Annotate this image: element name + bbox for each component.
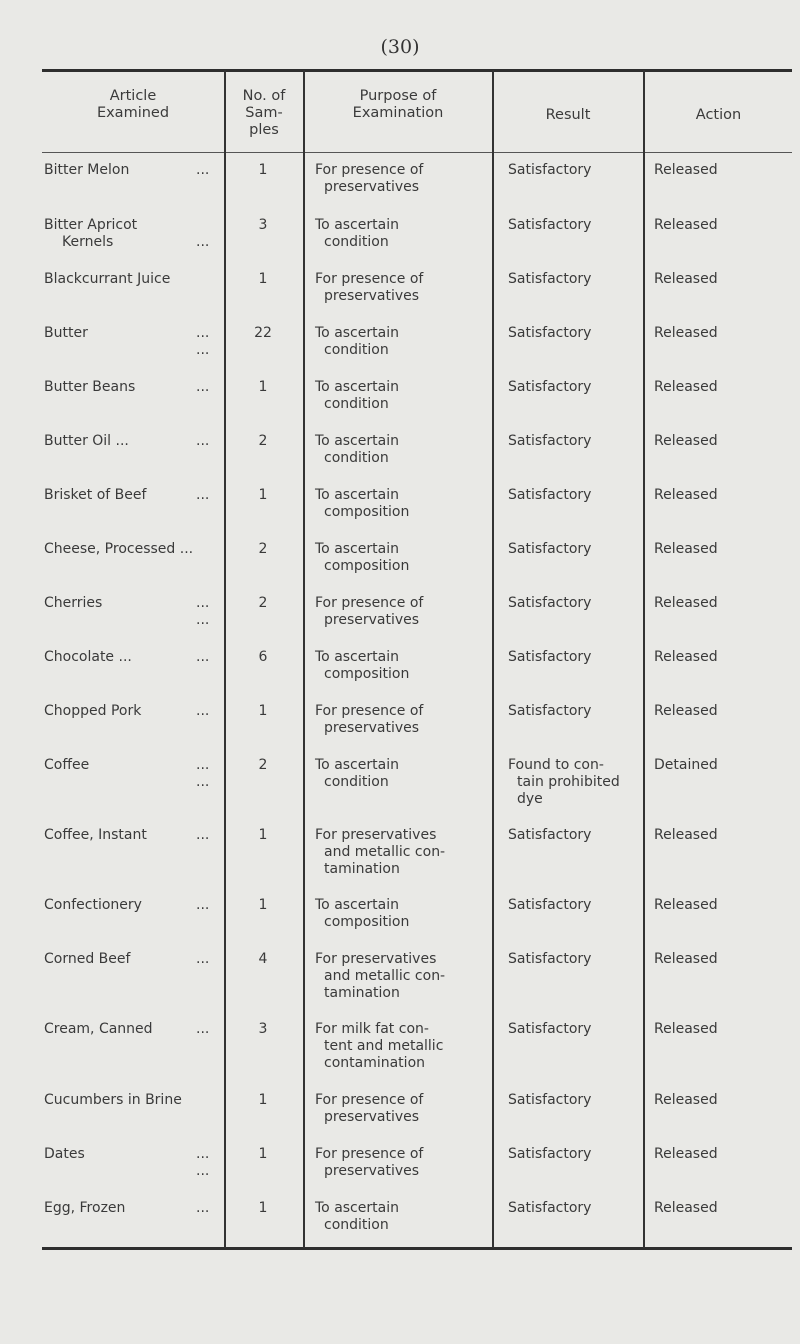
action-cell: Released bbox=[654, 541, 718, 557]
purpose-line: To ascertain bbox=[315, 897, 399, 913]
purpose-cell bbox=[315, 162, 490, 196]
table-bottom-rule bbox=[42, 1247, 792, 1250]
header-samples: No. of Sam- ples bbox=[242, 88, 286, 138]
header-purpose: Purpose of Examination bbox=[352, 88, 444, 121]
result-cell bbox=[508, 1021, 643, 1038]
leader-dots: ... bbox=[196, 827, 210, 843]
samples-count: 1 bbox=[258, 162, 268, 178]
result-line: Found to con- bbox=[508, 757, 604, 773]
article-cell bbox=[44, 162, 219, 179]
result-cell bbox=[508, 487, 643, 504]
result-line: Satisfactory bbox=[508, 703, 592, 719]
result-line: Satisfactory bbox=[508, 827, 592, 843]
samples-count: 3 bbox=[258, 1021, 268, 1037]
article-cell bbox=[44, 1092, 219, 1109]
result-line: Satisfactory bbox=[508, 162, 592, 178]
purpose-cell bbox=[315, 1146, 490, 1180]
result-line: Satisfactory bbox=[508, 649, 592, 665]
purpose-cell bbox=[315, 649, 490, 683]
article-name: Butter Beans bbox=[44, 379, 136, 395]
action-cell: Released bbox=[654, 595, 718, 611]
result-line: Satisfactory bbox=[508, 379, 592, 395]
action-cell: Released bbox=[654, 897, 718, 913]
article-cell bbox=[44, 595, 219, 628]
action-cell: Released bbox=[654, 271, 718, 287]
article-name: Bitter Apricot bbox=[44, 217, 138, 233]
column-divider bbox=[643, 70, 645, 1248]
article-name: Butter Oil ... bbox=[44, 433, 129, 449]
purpose-line: To ascertain bbox=[315, 1200, 399, 1216]
samples-count: 2 bbox=[258, 595, 268, 611]
result-cell bbox=[508, 1146, 643, 1163]
samples-count: 1 bbox=[258, 703, 268, 719]
leader-dots: ... bbox=[196, 379, 210, 395]
article-cell bbox=[44, 951, 219, 968]
result-line: Satisfactory bbox=[508, 595, 592, 611]
purpose-cell bbox=[315, 703, 490, 737]
purpose-line: To ascertain bbox=[315, 325, 399, 341]
samples-count: 1 bbox=[258, 379, 268, 395]
result-cell bbox=[508, 325, 643, 342]
article-cell bbox=[44, 757, 219, 790]
action-cell: Released bbox=[654, 433, 718, 449]
purpose-line: tent and metallic bbox=[324, 1038, 444, 1054]
article-name: Cream, Canned bbox=[44, 1021, 153, 1037]
header-result: Result bbox=[545, 107, 591, 123]
leader-dots: ... bbox=[196, 433, 210, 449]
article-name: Chocolate ... bbox=[44, 649, 132, 665]
samples-count: 1 bbox=[258, 1146, 268, 1162]
article-name: Cherries bbox=[44, 595, 103, 611]
purpose-line: condition bbox=[324, 234, 389, 250]
article-name: Cheese, Processed ... bbox=[44, 541, 194, 557]
article-name: Kernels bbox=[62, 234, 114, 250]
article-name: Blackcurrant Juice bbox=[44, 271, 171, 287]
result-line: Satisfactory bbox=[508, 1146, 592, 1162]
result-cell bbox=[508, 162, 643, 179]
purpose-cell bbox=[315, 433, 490, 467]
article-cell bbox=[44, 541, 219, 558]
result-cell bbox=[508, 1092, 643, 1109]
purpose-cell bbox=[315, 595, 490, 629]
purpose-line: composition bbox=[324, 914, 410, 930]
purpose-line: For presence of bbox=[315, 595, 424, 611]
result-cell bbox=[508, 703, 643, 720]
purpose-line: To ascertain bbox=[315, 541, 399, 557]
samples-count: 1 bbox=[258, 271, 268, 287]
leader-dots: ... bbox=[196, 1021, 210, 1037]
article-name: Cucumbers in Brine bbox=[44, 1092, 182, 1108]
leader-dots: ... ... bbox=[196, 757, 210, 790]
action-cell: Released bbox=[654, 1200, 718, 1216]
purpose-line: For preservatives bbox=[315, 827, 437, 843]
article-name: Coffee, Instant bbox=[44, 827, 147, 843]
article-cell bbox=[44, 1200, 219, 1217]
purpose-line: condition bbox=[324, 396, 389, 412]
purpose-line: For milk fat con- bbox=[315, 1021, 429, 1037]
purpose-line: composition bbox=[324, 504, 410, 520]
samples-count: 1 bbox=[258, 827, 268, 843]
article-name: Egg, Frozen bbox=[44, 1200, 126, 1216]
article-cell bbox=[44, 379, 219, 396]
samples-count: 1 bbox=[258, 487, 268, 503]
article-name: Dates bbox=[44, 1146, 85, 1162]
result-cell bbox=[508, 217, 643, 234]
result-line: Satisfactory bbox=[508, 1092, 592, 1108]
action-cell: Released bbox=[654, 379, 718, 395]
result-cell bbox=[508, 827, 643, 844]
action-cell: Detained bbox=[654, 757, 718, 773]
leader-dots: ... bbox=[196, 703, 210, 719]
result-cell bbox=[508, 433, 643, 450]
purpose-line: tamination bbox=[324, 861, 400, 877]
leader-dots: ... bbox=[196, 234, 210, 250]
leader-dots: ... bbox=[196, 1200, 210, 1216]
table-top-rule bbox=[42, 69, 792, 72]
purpose-line: condition bbox=[324, 1217, 389, 1233]
action-cell: Released bbox=[654, 951, 718, 967]
result-cell bbox=[508, 757, 643, 808]
action-cell: Released bbox=[654, 703, 718, 719]
purpose-line: To ascertain bbox=[315, 649, 399, 665]
article-cell bbox=[44, 703, 219, 720]
result-line: Satisfactory bbox=[508, 1021, 592, 1037]
article-name: Bitter Melon bbox=[44, 162, 130, 178]
action-cell: Released bbox=[654, 827, 718, 843]
result-line: Satisfactory bbox=[508, 217, 592, 233]
action-cell: Released bbox=[654, 1146, 718, 1162]
purpose-cell bbox=[315, 1021, 490, 1072]
result-line: Satisfactory bbox=[508, 433, 592, 449]
column-divider bbox=[303, 70, 305, 1248]
column-divider bbox=[224, 70, 226, 1248]
purpose-cell bbox=[315, 217, 490, 251]
purpose-line: composition bbox=[324, 666, 410, 682]
purpose-cell bbox=[315, 951, 490, 1002]
purpose-cell bbox=[315, 379, 490, 413]
article-cell bbox=[44, 1146, 219, 1179]
purpose-line: preservatives bbox=[324, 179, 420, 195]
purpose-cell bbox=[315, 487, 490, 521]
samples-count: 1 bbox=[258, 897, 268, 913]
result-cell bbox=[508, 541, 643, 558]
purpose-line: preservatives bbox=[324, 720, 420, 736]
action-cell: Released bbox=[654, 1021, 718, 1037]
article-name: Corned Beef bbox=[44, 951, 131, 967]
samples-count: 2 bbox=[258, 757, 268, 773]
header-article: Article Examined bbox=[96, 88, 170, 121]
article-name: Coffee bbox=[44, 757, 90, 773]
samples-count: 6 bbox=[258, 649, 268, 665]
article-cell bbox=[44, 271, 219, 288]
samples-count: 4 bbox=[258, 951, 268, 967]
purpose-line: To ascertain bbox=[315, 757, 399, 773]
article-name: Confectionery bbox=[44, 897, 142, 913]
page-number: (30) bbox=[380, 36, 420, 58]
article-cell bbox=[44, 325, 219, 358]
header-rule bbox=[42, 152, 792, 153]
article-cell bbox=[44, 433, 219, 450]
result-line: Satisfactory bbox=[508, 1200, 592, 1216]
purpose-line: For preservatives bbox=[315, 951, 437, 967]
purpose-line: For presence of bbox=[315, 162, 424, 178]
purpose-line: composition bbox=[324, 558, 410, 574]
purpose-line: condition bbox=[324, 342, 389, 358]
article-name: Butter bbox=[44, 325, 88, 341]
purpose-cell bbox=[315, 897, 490, 931]
column-divider bbox=[492, 70, 494, 1248]
article-cell bbox=[44, 827, 219, 844]
result-line: dye bbox=[517, 791, 543, 807]
leader-dots: ... bbox=[196, 897, 210, 913]
purpose-line: To ascertain bbox=[315, 487, 399, 503]
result-cell bbox=[508, 951, 643, 968]
result-cell bbox=[508, 1200, 643, 1217]
purpose-line: and metallic con- bbox=[324, 844, 446, 860]
purpose-line: For presence of bbox=[315, 703, 424, 719]
purpose-line: tamination bbox=[324, 985, 400, 1001]
article-cell bbox=[44, 1021, 219, 1038]
samples-count: 1 bbox=[258, 1200, 268, 1216]
leader-dots: ... bbox=[196, 951, 210, 967]
purpose-cell bbox=[315, 757, 490, 791]
action-cell: Released bbox=[654, 1092, 718, 1108]
leader-dots: ... ... bbox=[196, 595, 210, 628]
samples-count: 3 bbox=[258, 217, 268, 233]
result-cell bbox=[508, 897, 643, 914]
purpose-cell bbox=[315, 325, 490, 359]
purpose-line: contamination bbox=[324, 1055, 426, 1071]
article-name: Brisket of Beef bbox=[44, 487, 147, 503]
result-cell bbox=[508, 595, 643, 612]
purpose-line: To ascertain bbox=[315, 379, 399, 395]
article-cell bbox=[44, 897, 219, 914]
action-cell: Released bbox=[654, 217, 718, 233]
purpose-line: preservatives bbox=[324, 1163, 420, 1179]
purpose-line: and metallic con- bbox=[324, 968, 446, 984]
action-cell: Released bbox=[654, 487, 718, 503]
result-cell bbox=[508, 649, 643, 666]
result-line: Satisfactory bbox=[508, 325, 592, 341]
header-action: Action bbox=[695, 107, 742, 123]
result-line: Satisfactory bbox=[508, 897, 592, 913]
result-cell bbox=[508, 379, 643, 396]
article-name: Chopped Pork bbox=[44, 703, 142, 719]
result-cell bbox=[508, 271, 643, 288]
result-line: Satisfactory bbox=[508, 951, 592, 967]
samples-count: 2 bbox=[258, 433, 268, 449]
article-cell bbox=[44, 649, 219, 666]
article-cell bbox=[44, 487, 219, 504]
purpose-line: To ascertain bbox=[315, 433, 399, 449]
purpose-cell bbox=[315, 271, 490, 305]
action-cell: Released bbox=[654, 649, 718, 665]
leader-dots: ... ... bbox=[196, 325, 210, 358]
action-cell: Released bbox=[654, 325, 718, 341]
result-line: Satisfactory bbox=[508, 487, 592, 503]
purpose-cell bbox=[315, 541, 490, 575]
purpose-line: preservatives bbox=[324, 612, 420, 628]
purpose-line: preservatives bbox=[324, 1109, 420, 1125]
action-cell: Released bbox=[654, 162, 718, 178]
purpose-line: For presence of bbox=[315, 271, 424, 287]
purpose-line: preservatives bbox=[324, 288, 420, 304]
purpose-line: For presence of bbox=[315, 1092, 424, 1108]
result-line: Satisfactory bbox=[508, 541, 592, 557]
leader-dots: ... bbox=[196, 649, 210, 665]
article-cell bbox=[44, 217, 219, 251]
purpose-cell bbox=[315, 1092, 490, 1126]
result-line: Satisfactory bbox=[508, 271, 592, 287]
leader-dots: ... bbox=[196, 162, 210, 178]
result-line: tain prohibited bbox=[517, 774, 620, 790]
purpose-line: condition bbox=[324, 774, 389, 790]
purpose-cell bbox=[315, 827, 490, 878]
samples-count: 2 bbox=[258, 541, 268, 557]
samples-count: 1 bbox=[258, 1092, 268, 1108]
leader-dots: ... bbox=[196, 487, 210, 503]
purpose-line: For presence of bbox=[315, 1146, 424, 1162]
samples-count: 22 bbox=[254, 325, 272, 341]
purpose-line: To ascertain bbox=[315, 217, 399, 233]
leader-dots: ... ... bbox=[196, 1146, 210, 1179]
purpose-cell bbox=[315, 1200, 490, 1234]
purpose-line: condition bbox=[324, 450, 389, 466]
